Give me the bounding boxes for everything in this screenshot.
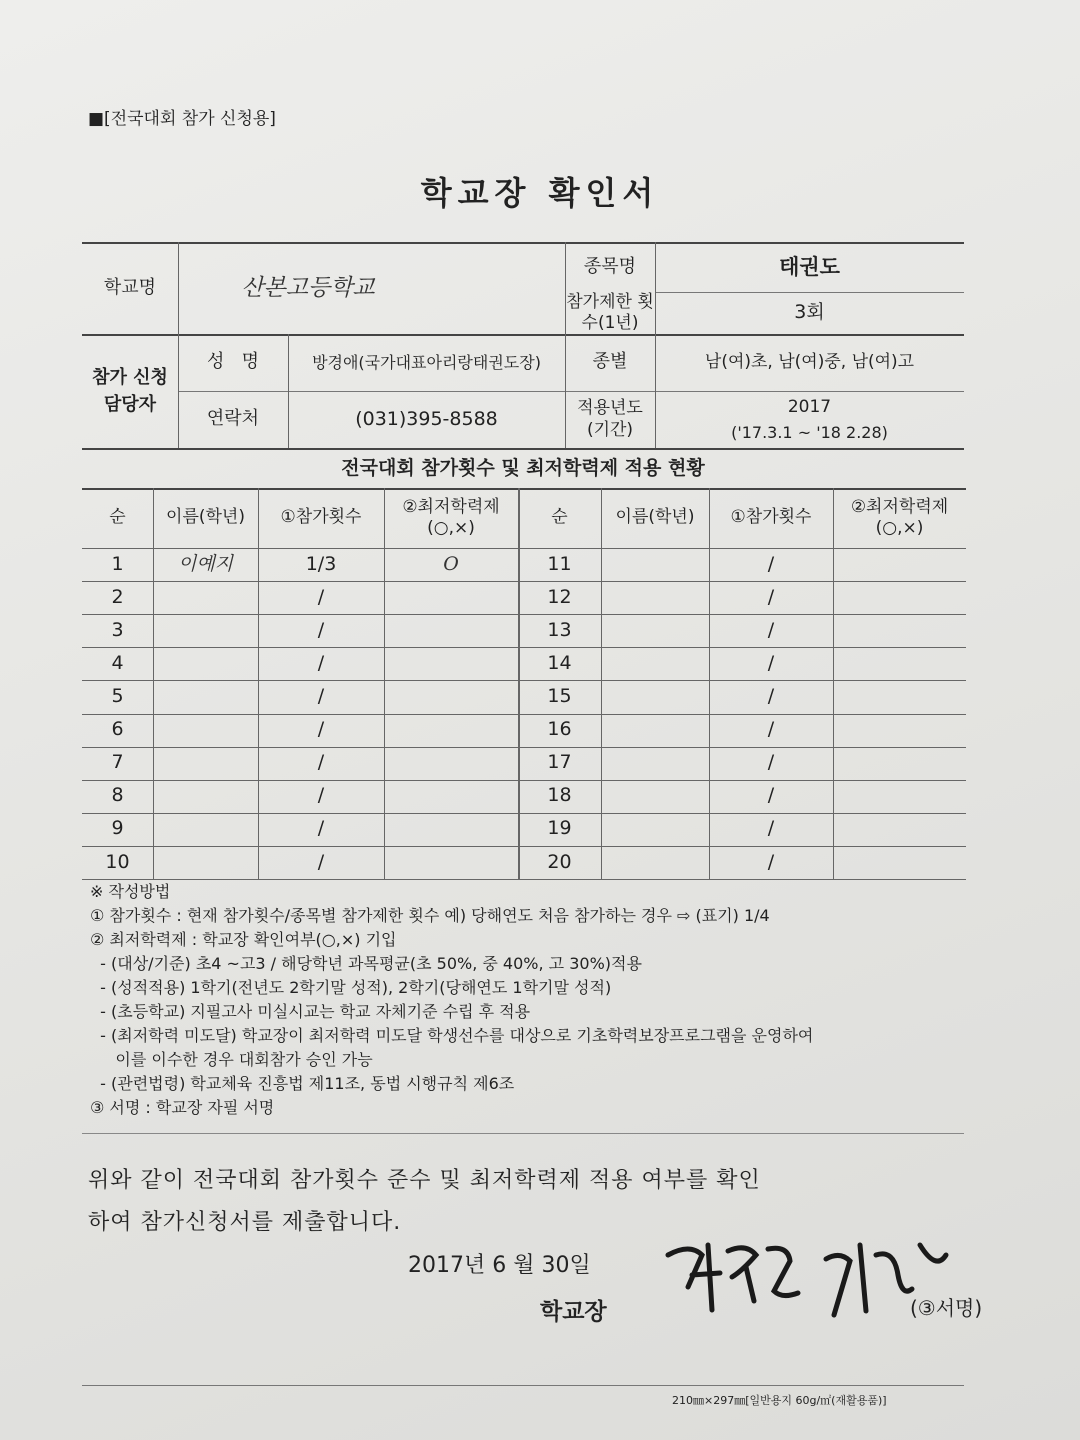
table-cell	[384, 813, 518, 846]
applicant-group-label: 참가 신청 담당자	[92, 367, 168, 415]
table-cell: /	[317, 618, 325, 641]
applied-year-label: 적용년도 (기간)	[577, 398, 643, 440]
status-section-title: 전국대회 참가횟수 및 최저학력제 적용 현황	[341, 457, 705, 480]
column-header: ②최저학력제 (○,×)	[402, 496, 500, 538]
instruction-line: ② 최저학력제 : 학교장 확인여부(○,×) 기입	[90, 930, 397, 949]
category-value: 남(여)초, 남(여)중, 남(여)고	[704, 351, 915, 372]
table-cell: /	[767, 751, 775, 774]
table-cell	[833, 747, 966, 780]
table-cell	[153, 680, 258, 713]
table-cell	[833, 813, 966, 846]
table-cell	[833, 581, 966, 614]
table-cell: /	[317, 817, 325, 840]
table-cell: 9	[111, 817, 124, 840]
column-header: 이름(학년)	[166, 507, 245, 528]
table-cell: 12	[547, 585, 572, 608]
table-cell: 3	[111, 618, 124, 641]
contact-name-label: 성 명	[207, 351, 259, 373]
column-header: 순	[551, 507, 568, 528]
phone-value: (031)395-8588	[355, 407, 498, 430]
table-cell	[833, 846, 966, 879]
table-cell: 19	[547, 817, 572, 840]
principal-label: 학교장	[540, 1299, 607, 1325]
table-cell	[833, 680, 966, 713]
table-cell: 이예지	[177, 552, 234, 575]
table-cell: /	[767, 651, 775, 674]
instruction-line: - (성적적용) 1학기(전년도 2학기말 성적), 2학기(당해연도 1학기말 성적)	[90, 978, 612, 997]
table-cell: 10	[105, 850, 130, 873]
table-cell	[153, 846, 258, 879]
table-cell	[384, 780, 518, 813]
table-cell	[601, 747, 709, 780]
paper-spec-footer: 210㎜×297㎜[일반용지 60g/㎡(재활용품)]	[672, 1394, 887, 1407]
statement-line-2: 하여 참가신청서를 제출합니다.	[88, 1210, 402, 1235]
table-cell	[601, 813, 709, 846]
instructions-heading: ※ 작성방법	[90, 882, 171, 901]
table-cell	[384, 680, 518, 713]
table-cell	[153, 614, 258, 647]
table-cell: /	[317, 751, 325, 774]
table-cell: 7	[111, 751, 124, 774]
contact-name-value: 방경애(국가대표아리랑태권도장)	[312, 352, 541, 372]
participation-limit-value: 3회	[794, 301, 825, 324]
instruction-line: ① 참가횟수 : 현재 참가횟수/종목별 참가제한 횟수 예) 당해연도 처음 참가하는 경우 ⇨ (표기) 1/4	[90, 906, 770, 925]
table-cell	[384, 714, 518, 747]
table-cell	[833, 647, 966, 680]
phone-label: 연락처	[206, 408, 260, 430]
column-header: ①참가횟수	[730, 507, 812, 528]
table-cell: /	[767, 585, 775, 608]
table-cell: /	[317, 784, 325, 807]
table-cell: 4	[111, 651, 124, 674]
table-cell: /	[767, 685, 775, 708]
event-label: 종목명	[583, 255, 637, 277]
table-cell: /	[767, 618, 775, 641]
table-cell	[833, 780, 966, 813]
event-value: 태권도	[779, 254, 840, 279]
table-cell: 2	[111, 585, 124, 608]
statement-line-1: 위와 같이 전국대회 참가횟수 준수 및 최저학력제 적용 여부를 확인	[88, 1168, 761, 1193]
table-cell: 1/3	[305, 552, 337, 575]
table-cell	[601, 780, 709, 813]
table-cell: 5	[111, 685, 124, 708]
table-cell	[601, 680, 709, 713]
table-cell	[833, 548, 966, 581]
instruction-line: 이를 이수한 경우 대회참가 승인 가능	[90, 1050, 373, 1069]
column-header: ②최저학력제 (○,×)	[850, 496, 949, 538]
school-name-value: 산본고등학교	[241, 274, 375, 301]
table-cell: 14	[547, 651, 572, 674]
table-cell: 20	[547, 850, 572, 873]
table-cell: 17	[547, 751, 572, 774]
table-cell	[153, 747, 258, 780]
table-cell	[153, 581, 258, 614]
table-cell	[833, 614, 966, 647]
table-cell	[153, 714, 258, 747]
column-header: 이름(학년)	[615, 507, 695, 528]
table-cell	[601, 647, 709, 680]
table-cell	[384, 647, 518, 680]
school-name-label: 학교명	[103, 276, 157, 298]
table-cell: 18	[547, 784, 572, 807]
table-cell: /	[317, 685, 325, 708]
table-cell: 11	[547, 552, 572, 575]
column-header: ①참가횟수	[280, 507, 362, 528]
table-cell: /	[767, 552, 775, 575]
category-label: 종별	[592, 351, 628, 373]
table-cell	[384, 614, 518, 647]
table-cell	[601, 614, 709, 647]
table-cell	[153, 647, 258, 680]
instruction-line: - (대상/기준) 초4 ~고3 / 해당학년 과목평균(초 50%, 중 40%, 고 30%)적용	[90, 954, 642, 973]
instruction-line: - (관련법령) 학교체육 진흥법 제11조, 동법 시행규칙 제6조	[90, 1074, 515, 1093]
table-cell	[153, 813, 258, 846]
participation-limit-label: 참가제한 횟수(1년)	[566, 291, 654, 333]
table-cell: 8	[111, 784, 124, 807]
table-cell: 1	[111, 552, 124, 575]
table-cell: /	[317, 850, 325, 873]
table-cell: 16	[547, 718, 572, 741]
table-cell: 13	[547, 618, 572, 641]
table-cell: /	[317, 585, 325, 608]
table-cell: /	[767, 718, 775, 741]
table-cell: 6	[111, 718, 124, 741]
instruction-line: - (최저학력 미도달) 학교장이 최저학력 미도달 학생선수를 대상으로 기초학력보장프로그램을 운영하여	[90, 1026, 814, 1045]
table-cell: /	[317, 718, 325, 741]
table-cell	[601, 548, 709, 581]
table-cell	[601, 581, 709, 614]
applied-year-period: ('17.3.1 ~ '18 2.28)	[731, 423, 888, 442]
signing-date: 2017년 6 월 30일	[408, 1253, 591, 1278]
instruction-line: - (초등학교) 지필고사 미실시교는 학교 자체기준 수립 후 적용	[90, 1002, 531, 1021]
table-cell	[601, 714, 709, 747]
table-cell: 15	[547, 685, 572, 708]
table-cell: /	[767, 850, 775, 873]
instructions	[90, 880, 813, 1120]
signature-mark: (③서명)	[910, 1296, 983, 1320]
column-header: 순	[109, 507, 126, 528]
document-title: 학교장 확인서	[420, 174, 660, 212]
table-cell	[384, 581, 518, 614]
table-cell	[833, 714, 966, 747]
table-cell	[384, 747, 518, 780]
table-cell: /	[767, 817, 775, 840]
applied-year-value: 2017	[787, 396, 832, 417]
table-cell	[384, 846, 518, 879]
table-cell: /	[767, 784, 775, 807]
table-cell: /	[317, 651, 325, 674]
table-cell	[601, 846, 709, 879]
form-type-tag: ■[전국대회 참가 신청용]	[88, 109, 276, 129]
instruction-line: ③ 서명 : 학교장 자필 서명	[90, 1098, 275, 1117]
table-cell	[153, 780, 258, 813]
table-cell: O	[443, 552, 459, 575]
